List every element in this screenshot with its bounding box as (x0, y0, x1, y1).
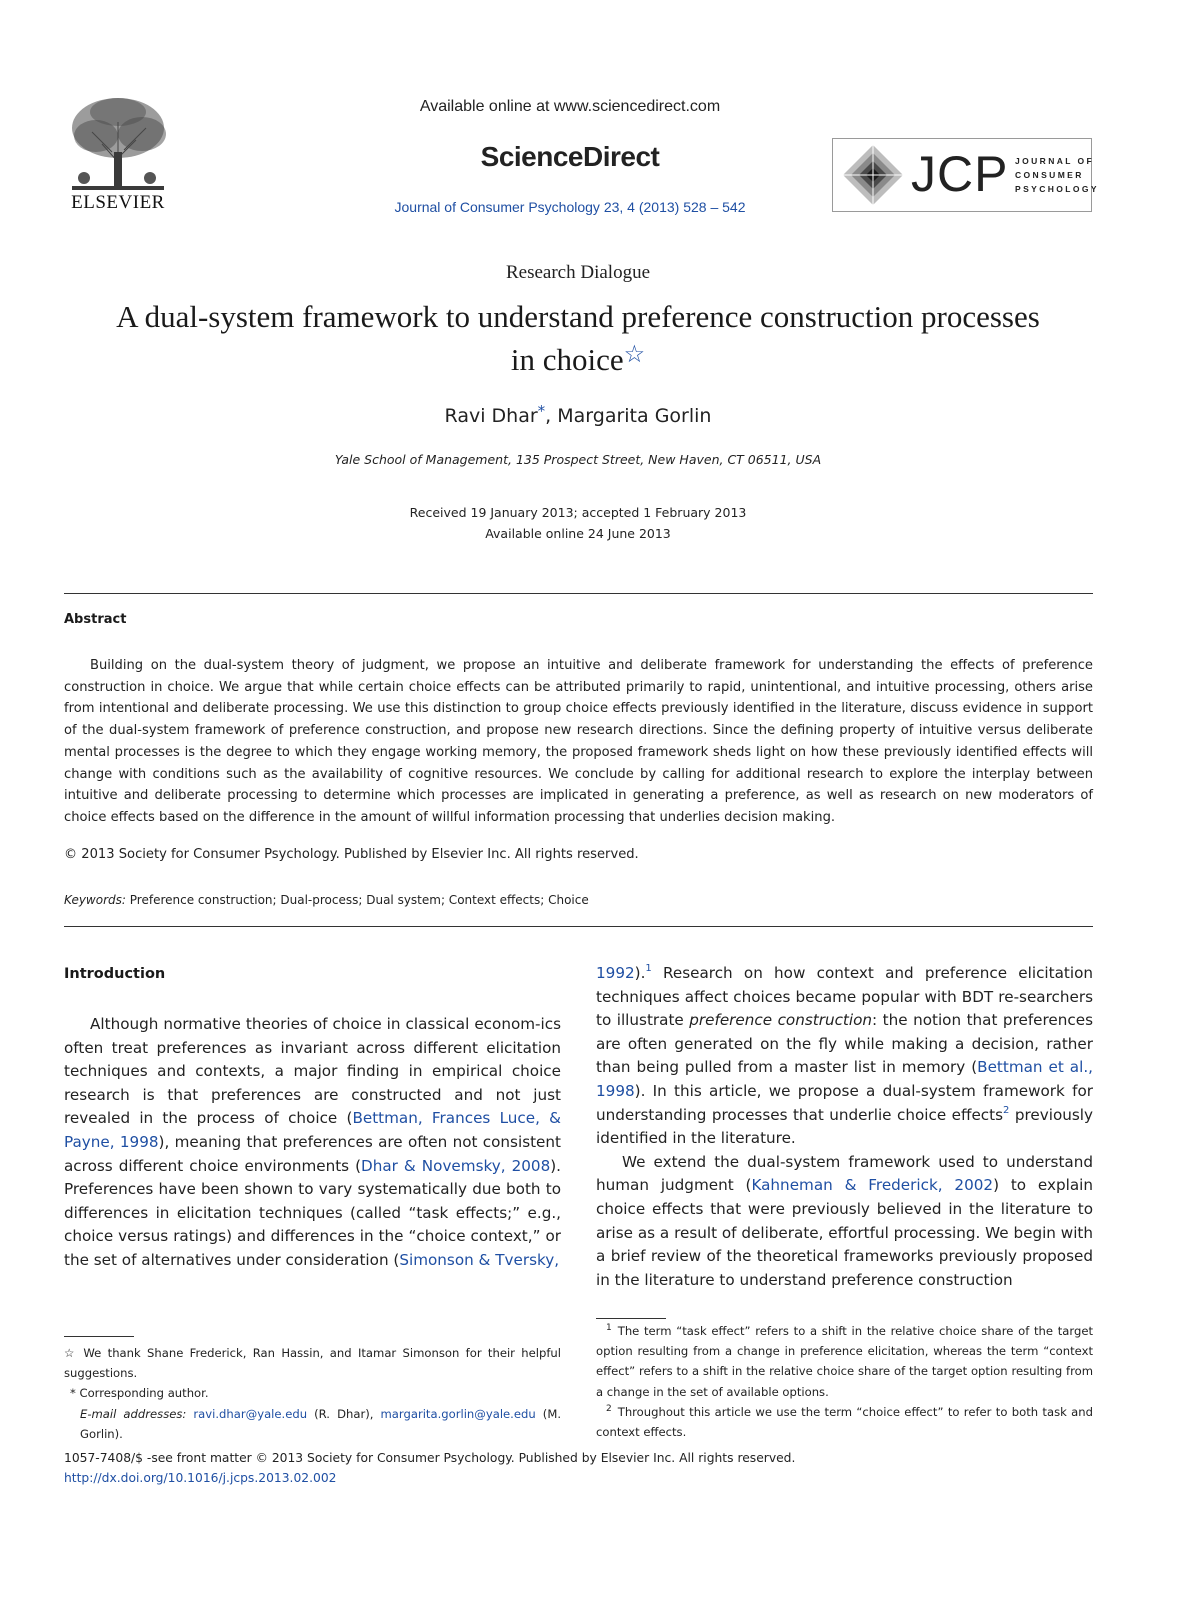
author-dhar[interactable]: Ravi Dhar (444, 405, 538, 427)
footnotes-right (596, 1318, 1093, 1442)
citation-kahneman-frederick-2002[interactable]: Kahneman & Frederick, 2002 (751, 1176, 994, 1195)
body-column-left (64, 1013, 561, 1273)
introduction-heading: Introduction (64, 966, 166, 982)
corresponding-note: * Corresponding author. (70, 1386, 209, 1401)
citation-bettman-et-al-1998[interactable]: Bettman et al., 1998 (596, 1058, 1093, 1100)
issn-line: 1057-7408/$ -see front matter © 2013 Society for Consumer Psychology. Published by Elsevier Inc. All rights reserved. (64, 1451, 796, 1465)
citation-year-1992[interactable]: 1992 (596, 964, 635, 982)
footnote-1: $^1$ The term “task effect” refers to a shift in the relative choice share of the target option resulting from a change in preference elicitation, whereas the term “context effect” refers to a shift in the relative choice share of the target option resulting from a change in the set of available options. (596, 1323, 1093, 1399)
jcp-diamond-icon (841, 143, 905, 207)
available-online-notice[interactable]: Available online at www.sciencedirect.com (419, 98, 721, 115)
corresponding-author-mark[interactable]: * (537, 402, 546, 420)
email-note: E-mail addresses: ravi.dhar@yale.edu (R. Dhar), margarita.gorlin@yale.edu (M. Gorlin). (80, 1406, 562, 1441)
author-gorlin[interactable]: Margarita Gorlin (557, 405, 712, 427)
section-label: Research Dialogue (505, 262, 651, 283)
footnote-rule-right (596, 1318, 666, 1319)
footnote-rule-left (64, 1336, 134, 1337)
abstract-heading: Abstract (64, 612, 127, 627)
footnotes-left (64, 1336, 561, 1444)
footnote-ref-1[interactable]: 1 (645, 963, 652, 974)
abstract-bottom-rule (64, 926, 1093, 927)
footnote-2: $^2$ Throughout this article we use the term “choice effect” to refer to both task and context effects. (596, 1403, 1093, 1440)
journal-citation-link[interactable]: Journal of Consumer Psychology 23, 4 (2013) 528 – 542 (394, 199, 746, 215)
title-footnote-star-icon[interactable]: ☆ (623, 342, 646, 368)
jcp-letters: JCP (911, 146, 1009, 202)
abstract-copyright: © 2013 Society for Consumer Psychology. Published by Elsevier Inc. All rights reserved. (64, 847, 639, 862)
doi-link[interactable]: http://dx.doi.org/10.1016/j.jcps.2013.02.002 (64, 1471, 337, 1485)
abstract-body: Building on the dual-system theory of judgment, we propose an intuitive and deliberate framework for understanding the effects of preference construction in choice. We argue that while certain choice effects can be attributed primarily to rapid, unintentional, and intuitive processing, others arise from intentional and deliberate processing. We use this distinction to group choice effects previously identified in the literature, discuss evidence in support of the dual-system framework of preference construction, and propose new research directions. Since the defining property of intuitive versus deliberate mental processes is the degree to which they engage working memory, the proposed framework sheds light on how these previously identified effects will change with conditions such as the availability of cognitive resources. We conclude by calling for additional research to explore the interplay between intuitive and deliberate processing to determine which processes are implicated in generating a preference, as well as research on new moderators of choice effects based on the difference in the amount of willful information processing that underlies decision making. (64, 658, 1093, 825)
affiliation: Yale School of Management, 135 Prospect Street, New Haven, CT 06511, USA (334, 452, 822, 467)
intro-paragraph-2: We extend the dual-system framework used to understand human judgment (Kahneman & Frederick, 2002) to explain choice effects that were previously believed in the literature to arise as a result of deliberate, effortful processing. We begin with a brief review of the theoretical frameworks previously proposed in the literature to understand preference construction (596, 1152, 1094, 1289)
acknowledgement-note: ☆ We thank Shane Frederick, Ran Hassin, and Itamar Simonson for their helpful suggestions. (64, 1346, 561, 1381)
sciencedirect-logo: ScienceDirect (480, 141, 660, 172)
article-title: A dual-system framework to understand preference construction processes in choice☆ (116, 299, 1040, 377)
keywords: Keywords: Preference construction; Dual-process; Dual system; Context effects; Choice (64, 893, 589, 907)
abstract-top-rule (64, 593, 1093, 594)
publisher-name: ELSEVIER (71, 192, 165, 213)
body-column-right (596, 962, 1093, 1292)
citation-dhar-novemsky-2008[interactable]: Dhar & Novemsky, 2008 (361, 1156, 551, 1175)
email-gorlin-link[interactable]: margarita.gorlin@yale.edu (380, 1406, 536, 1421)
article-dates: Received 19 January 2013; accepted 1 February 2013 Available online 24 June 2013 (409, 505, 747, 541)
star-footnote-icon: ☆ (64, 1346, 78, 1360)
email-dhar-link[interactable]: ravi.dhar@yale.edu (193, 1406, 308, 1421)
intro-paragraph-1-cont: 1992).$^1$ Research on how context and preference elicitation techniques affect choices became popular with BDT re-searchers to illustrate preference construction: the notion that preferences are often generated on the fly while making a decision, rather than being pulled from a master list in memory (Bettman et al., 1998). In this article, we propose a dual-system framework for understanding processes that underlie choice effects$^2$ previously identified in the literature. (596, 963, 1093, 1148)
author-list: Ravi Dhar*, Margarita Gorlin (444, 402, 712, 427)
citation-bettman-1998[interactable]: Bettman, Frances Luce, & Payne, 1998 (64, 1109, 561, 1151)
footnote-ref-2[interactable]: 2 (1003, 1104, 1010, 1116)
jcp-subtitle: JOURNAL OF CONSUMER PSYCHOLOGY (1015, 156, 1099, 194)
journal-logo (832, 138, 1099, 212)
citation-simonson-tversky[interactable]: Simonson & Tversky, (399, 1250, 560, 1269)
intro-paragraph-1: Although normative theories of choice in classical econom-ics often treat preferences as invariant across different elicitation techniques and contexts, a major finding in empirical choice research is that preferences are constructed and not just revealed in the process of choice (Bettman, Frances Luce, & Payne, 1998), meaning that preferences are often not consistent across different choice environments (Dhar & Novemsky, 2008). Preferences have been shown to vary systematically due both to differences in elicitation techniques (called “task effects;” e.g., choice versus ratings) and differences in the “choice context,” or the set of alternatives under consideration (Simonson & Tversky, (64, 1015, 561, 1269)
